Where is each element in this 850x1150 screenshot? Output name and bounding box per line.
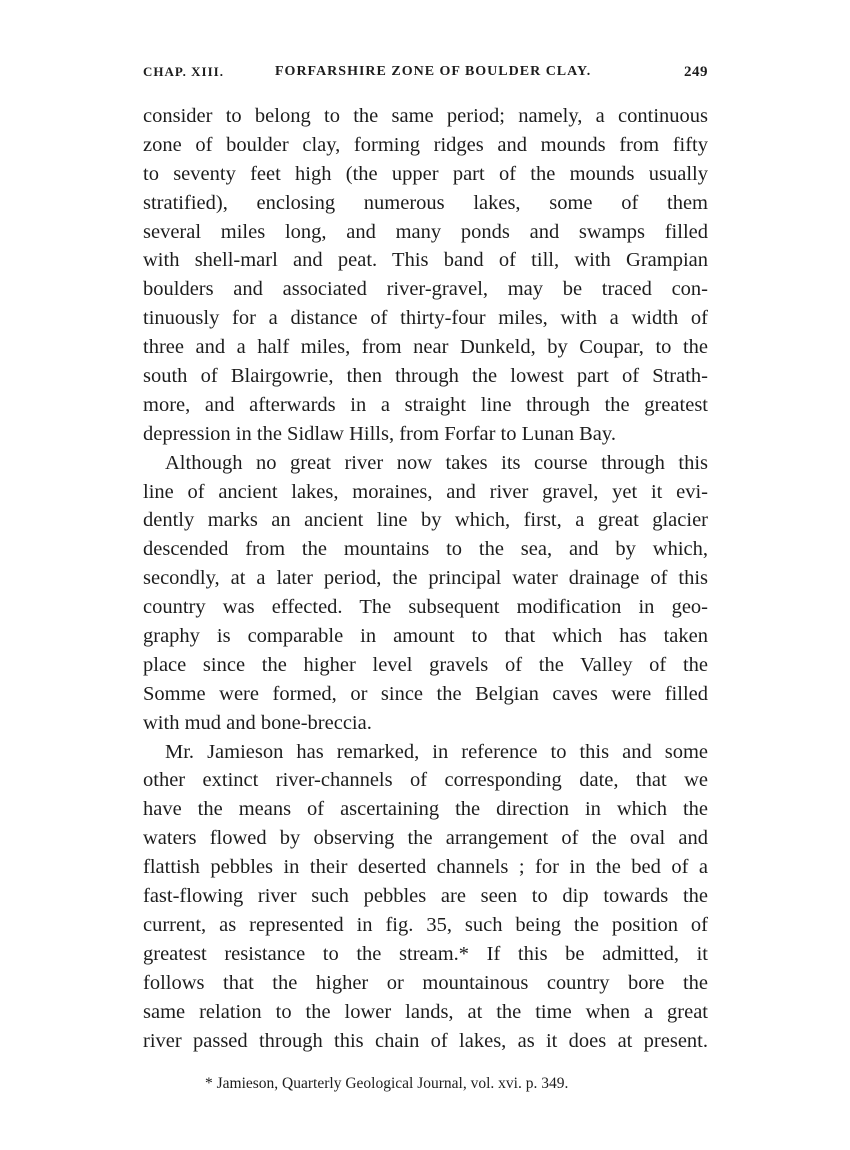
text-line: country was effected. The subsequent modification in geo- <box>143 596 708 619</box>
text-line: with mud and bone-breccia. <box>143 711 372 734</box>
running-head <box>143 64 708 86</box>
paragraph-first-line: Mr. Jamieson has remarked, in reference to this and some <box>165 740 708 763</box>
text-line: south of Blairgowrie, then through the lowest part of Strath- <box>143 365 708 388</box>
text-line: secondly, at a later period, the principal water drainage of this <box>143 567 708 590</box>
footnote: * Jamieson, Quarterly Geological Journal, vol. xvi. p. 349. <box>205 1075 569 1092</box>
paragraph-first-line: Although no great river now takes its course through this <box>165 451 708 474</box>
text-line: three and a half miles, from near Dunkeld, by Coupar, to the <box>143 336 708 359</box>
text-line: consider to belong to the same period; namely, a continuous <box>143 105 708 127</box>
text-line: depression in the Sidlaw Hills, from Forfar to Lunan Bay. <box>143 422 616 445</box>
text-line: other extinct river-channels of corresponding date, that we <box>143 769 708 792</box>
text-line: flattish pebbles in their deserted channels ; for in the bed of a <box>143 856 708 879</box>
text-line: several miles long, and many ponds and swamps filled <box>143 220 708 243</box>
running-title: FORFARSHIRE ZONE OF BOULDER CLAY. <box>275 64 592 79</box>
text-line: fast-flowing river such pebbles are seen to dip towards the <box>143 885 708 908</box>
text-line: same relation to the lower lands, at the time when a great <box>143 1000 708 1023</box>
text-line: graphy is comparable in amount to that which has taken <box>143 625 708 648</box>
text-line: with shell-marl and peat. This band of till, with Grampian <box>143 249 708 272</box>
text-line: zone of boulder clay, forming ridges and mounds from fifty <box>143 133 708 156</box>
text-line: current, as represented in fig. 35, such being the position of <box>143 913 708 936</box>
body-text <box>143 102 708 1055</box>
text-line: waters flowed by observing the arrangement of the oval and <box>143 827 708 850</box>
text-line: dently marks an ancient line by which, first, a great glacier <box>143 509 708 532</box>
text-line: stratified), enclosing numerous lakes, some of them <box>143 191 708 214</box>
chapter-label: CHAP. XIII. <box>143 64 224 79</box>
text-line: greatest resistance to the stream.* If this be admitted, it <box>143 942 708 965</box>
text-line: Somme were formed, or since the Belgian caves were filled <box>143 682 708 705</box>
text-line: have the means of ascertaining the direction in which the <box>143 798 708 821</box>
text-line: place since the higher level gravels of the Valley of the <box>143 653 708 676</box>
text-line: descended from the mountains to the sea, and by which, <box>143 538 708 561</box>
text-line: line of ancient lakes, moraines, and river gravel, yet it evi- <box>143 480 708 503</box>
page-number: 249 <box>684 64 708 80</box>
text-line: boulders and associated river-gravel, may be traced con- <box>143 278 708 301</box>
text-line: follows that the higher or mountainous country bore the <box>143 971 708 994</box>
text-line: river passed through this chain of lakes, as it does at present. <box>143 1029 708 1052</box>
text-line: to seventy feet high (the upper part of the mounds usually <box>143 162 708 185</box>
text-line: tinuously for a distance of thirty-four miles, with a width of <box>143 307 708 330</box>
text-line: more, and afterwards in a straight line through the greatest <box>143 393 708 416</box>
